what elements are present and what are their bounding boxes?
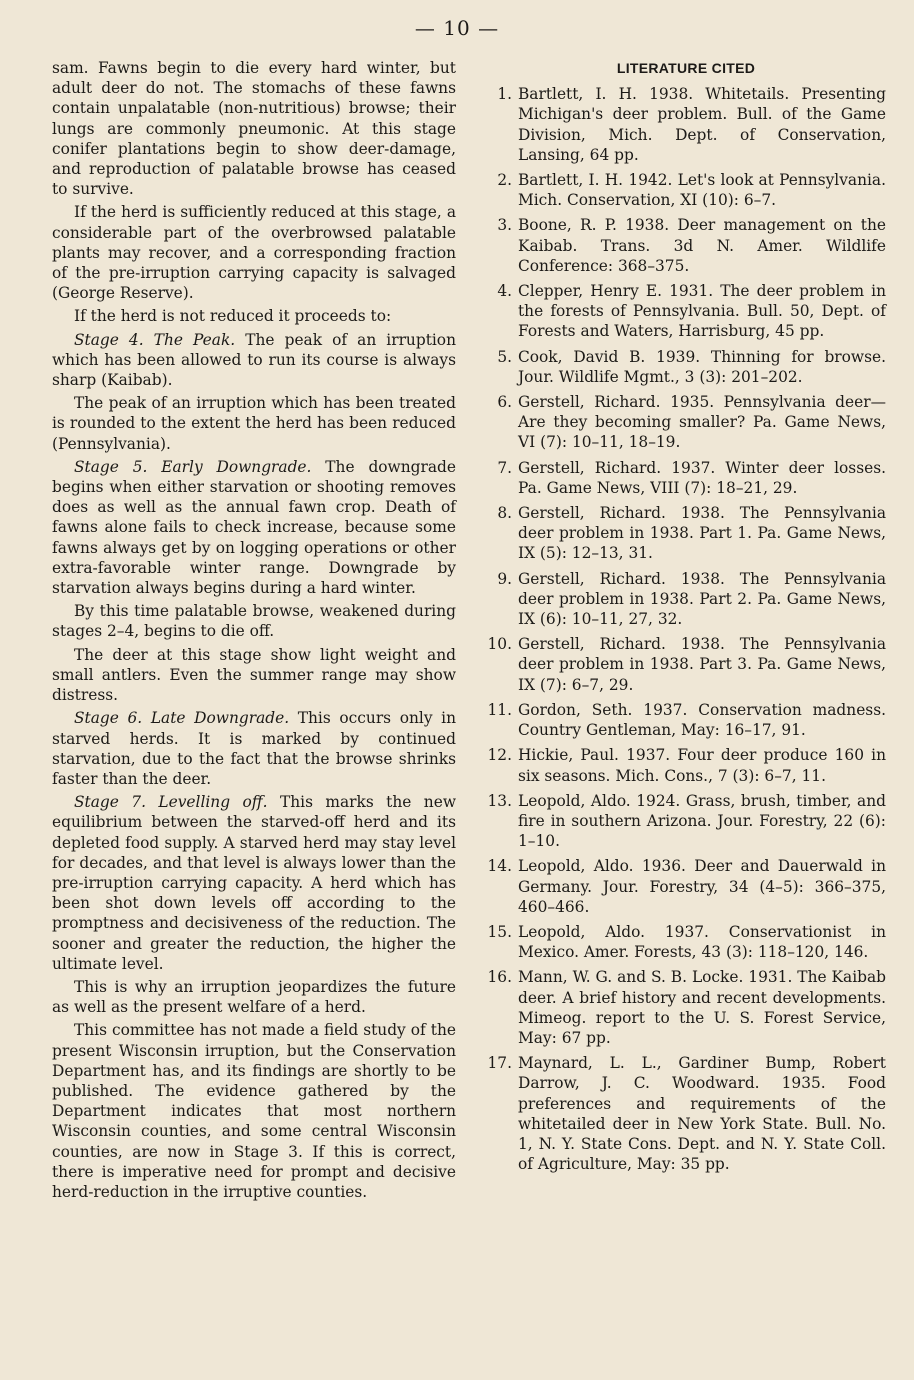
reference-text: Gerstell, Richard. 1935. Pennsylvania deer—Are they becoming smaller? Pa. Game News, VI (7): 10–11, 18–19. <box>518 393 886 452</box>
reference-item <box>486 392 886 453</box>
stage-text: This marks the new equilibrium between the starved-off herd and its depleted food supply. A starved herd may stay level for decades, and that level is always lower than the pre-irruption carrying capacity. A herd which has been shot down levels off according to the promptness and decisiveness of the reduction. The sooner and greater the reduction, the higher the ultimate level. <box>52 793 456 973</box>
reference-number: 15. <box>487 922 512 941</box>
reference-item <box>486 791 886 852</box>
reference-number: 5. <box>497 347 512 366</box>
stage-7-paragraph <box>52 792 456 974</box>
reference-number: 4. <box>497 282 512 301</box>
body-column <box>52 58 456 1205</box>
reference-list <box>486 84 886 1174</box>
reference-item <box>486 745 886 785</box>
reference-text: Leopold, Aldo. 1924. Grass, brush, timber, and fire in southern Arizona. Jour. Forestry, 22 (6): 1–10. <box>518 791 886 851</box>
stage-title: Stage 6. Late Downgrade. <box>74 709 290 728</box>
stage-text: The downgrade begins when either starvation or shooting removes does as well as the annual fawn crop. Death of fawns alone fails to check increase, because some fawns always get by on logging operations or other extra-favorable winter range. Downgrade by starvation always begins during a hard winter. <box>52 457 456 598</box>
reference-item <box>486 856 886 917</box>
reference-item <box>486 281 886 342</box>
stage-title: Stage 4. The Peak. <box>74 330 236 349</box>
reference-number: 10. <box>487 635 512 654</box>
reference-number: 2. <box>497 171 512 190</box>
reference-number: 13. <box>487 791 512 810</box>
reference-text: Maynard, L. L., Gardiner Bump, Robert Darrow, J. C. Woodward. 1935. Food preferences and requirements of the whitetailed deer in New York State. Bull. No. 1, N. Y. State Cons. Dept. and N. Y. State Coll. of Agriculture, May: 35 pp. <box>518 1054 886 1174</box>
page-number: — 10 — <box>414 16 500 40</box>
literature-heading: LITERATURE CITED <box>616 60 756 76</box>
reference-text: Gerstell, Richard. 1938. The Pennsylvania deer problem in 1938. Part 1. Pa. Game News, IX (5): 12–13, 31. <box>518 504 886 563</box>
reference-number: 3. <box>497 216 512 235</box>
reference-item <box>486 634 886 695</box>
reference-text: Gerstell, Richard. 1937. Winter deer losses. Pa. Game News, VIII (7): 18–21, 29. <box>518 458 886 497</box>
stage-title: Stage 5. Early Downgrade. <box>74 457 312 476</box>
stage-text: This occurs only in starved herds. It is marked by continued starvation, due to the fact that the browse shrinks faster than the deer. <box>52 709 456 788</box>
paragraph: This committee has not made a field study of the present Wisconsin irruption, but the Conservation Department has, and its findings are shortly to be published. The evidence gathered by the Department indicates that most northern Wisconsin counties, and some central Wisconsin counties, are now in Stage 3. If this is correct, there is imperative need for prompt and decisive herd-reduction in the irruptive counties. <box>52 1021 456 1201</box>
reference-number: 6. <box>497 393 512 412</box>
paragraph: The peak of an irruption which has been treated is rounded to the extent the herd has been reduced (Pennsylvania). <box>52 394 456 453</box>
reference-item <box>486 967 886 1048</box>
reference-text: Hickie, Paul. 1937. Four deer produce 160 in six seasons. Mich. Cons., 7 (3): 6–7, 11. <box>518 746 886 785</box>
reference-item <box>486 922 886 962</box>
reference-number: 8. <box>497 504 512 523</box>
reference-item <box>486 170 886 210</box>
reference-text: Leopold, Aldo. 1937. Conservationist in Mexico. Amer. Forests, 43 (3): 118–120, 146. <box>518 922 886 962</box>
reference-text: Mann, W. G. and S. B. Locke. 1931. The Kaibab deer. A brief history and recent developments. Mimeog. report to the U. S. Forest Service, May: 67 pp. <box>518 968 886 1047</box>
paragraph: If the herd is sufficiently reduced at this stage, a considerable part of the overbrowsed palatable plants may recover, and a corresponding fraction of the pre-irruption carrying capacity is salvaged (George Reserve). <box>52 203 456 303</box>
paragraph: This is why an irruption jeopardizes the future as well as the present welfare of a herd. <box>52 977 456 1017</box>
reference-text: Boone, R. P. 1938. Deer management on the Kaibab. Trans. 3d N. Amer. Wildlife Conference: 368–375. <box>518 216 886 275</box>
stage-5-paragraph <box>52 457 456 598</box>
reference-number: 1. <box>497 85 512 104</box>
reference-text: Leopold, Aldo. 1936. Deer and Dauerwald in Germany. Jour. Forestry, 34 (4–5): 366–375, 460–466. <box>518 857 886 916</box>
reference-text: Cook, David B. 1939. Thinning for browse. Jour. Wildlife Mgmt., 3 (3): 201–202. <box>518 347 886 386</box>
reference-number: 16. <box>487 968 512 987</box>
reference-text: Bartlett, I. H. 1938. Whitetails. Presenting Michigan's deer problem. Bull. of the Game Division, Mich. Dept. of Conservation, Lansing, 64 pp. <box>518 85 886 164</box>
reference-item <box>486 215 886 276</box>
reference-text: Bartlett, I. H. 1942. Let's look at Pennsylvania. Mich. Conservation, XI (10): 6–7. <box>518 171 886 210</box>
reference-item <box>486 503 886 564</box>
reference-text: Gordon, Seth. 1937. Conservation madness. Country Gentleman, May: 16–17, 91. <box>518 700 886 740</box>
paragraph: By this time palatable browse, weakened during stages 2–4, begins to die off. <box>52 602 456 641</box>
reference-item <box>486 569 886 630</box>
reference-number: 11. <box>487 700 512 719</box>
reference-text: Gerstell, Richard. 1938. The Pennsylvania deer problem in 1938. Part 3. Pa. Game News, IX (7): 6–7, 29. <box>518 635 886 694</box>
reference-item <box>486 458 886 498</box>
stage-title: Stage 7. Levelling off. <box>74 793 268 812</box>
reference-item <box>486 84 886 165</box>
literature-cited-column <box>486 58 886 1179</box>
reference-number: 17. <box>487 1054 512 1073</box>
paragraph: The deer at this stage show light weight and small antlers. Even the summer range may show distress. <box>52 645 456 705</box>
paragraph: If the herd is not reduced it proceeds to: <box>74 307 392 326</box>
reference-number: 9. <box>497 569 512 588</box>
reference-item <box>486 1053 886 1174</box>
stage-6-paragraph <box>52 708 456 789</box>
reference-number: 7. <box>497 458 512 477</box>
reference-text: Clepper, Henry E. 1931. The deer problem in the forests of Pennsylvania. Bull. 50, Dept. of Forests and Waters, Harrisburg, 45 pp. <box>518 282 886 341</box>
paragraph: sam. Fawns begin to die every hard winter, but adult deer do not. The stomachs of these fawns contain unpalatable (non-nutritious) browse; their lungs are commonly pneumonic. At this stage conifer plantations begin to show deer-damage, and reproduction of palatable browse has ceased to survive. <box>52 59 456 199</box>
stage-4-paragraph <box>52 330 456 391</box>
reference-item <box>486 347 886 387</box>
reference-text: Gerstell, Richard. 1938. The Pennsylvania deer problem in 1938. Part 2. Pa. Game News, IX (6): 10–11, 27, 32. <box>518 569 886 629</box>
reference-number: 14. <box>487 857 512 876</box>
reference-item <box>486 700 886 740</box>
reference-number: 12. <box>487 746 512 765</box>
stage-text: The peak of an irruption which has been allowed to run its course is always sharp (Kaibab). <box>52 330 456 390</box>
